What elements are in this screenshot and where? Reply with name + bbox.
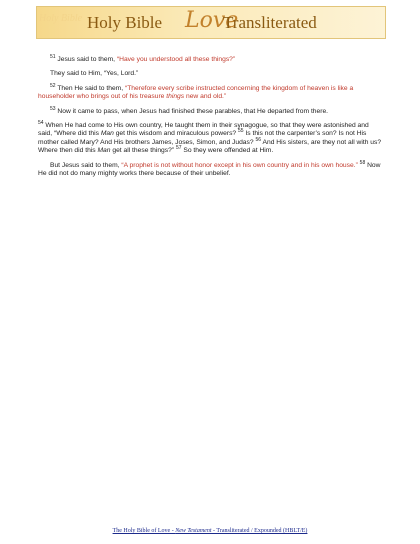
red-letter-quote: “Therefore every scribe instructed concerning the kingdom of heaven is like a householder who brings out of his treasure things new and old.” [38,84,354,101]
banner-title-right: Transliterated [223,13,317,32]
verse-number: 56 [255,136,262,143]
footer-link[interactable]: The Holy Bible of Love - New Testament - Transliterated / Expounded (HBLT/E) [112,528,308,534]
verse-number: 53 [50,105,56,112]
paragraph-57b-58: But Jesus said to them, “A prophet is not without honor except in his own country and in his own house.” $^{58}$ Now He did not do many mighty works there because of their unbelief. [38,159,381,178]
verse-51: $^{51}$ Jesus said to them, “Have you understood all these things?” [50,53,236,63]
red-letter-quote: “Have you understood all these things?” [116,56,236,63]
banner-ghost-text: Holy Bible [39,13,83,24]
verse-number: 54 [38,119,44,126]
verse-number: 58 [359,159,366,166]
verse-number: 51 [50,53,56,60]
banner-title-left: Holy Bible [87,13,163,32]
paragraph-54-57: $^{54}$ When He had come to His own country, He taught them in their synagogue, so that they were astonished and said, “Where did this Man get this wisdom and miraculous powers? $^{55}$ Is this not the carpenter’s son? Is not His mother called Mary? And His brothers James, Joses, Simon, and Judas? $^{56}$ And His sisters, are they not all with us? Where then did this Man get all these things?” $^{57}$ So they were offended at Him. [38,119,382,155]
response-line: They said to Him, “Yes, Lord.” [50,70,139,78]
header-banner [36,6,386,39]
verse-53: $^{53}$ Now it came to pass, when Jesus had finished these parables, that He departed from there. [50,105,329,115]
banner-title-script: Love [185,8,239,33]
verse-number: 55 [238,128,244,135]
red-letter-quote: “A prophet is not without honor except in his own country and in his own house.” [121,161,358,169]
scripture-text [38,53,384,184]
page-footer [0,528,420,534]
verse-number: 52 [50,82,56,89]
verse-52: $^{52}$ Then He said to them, “Therefore every scribe instructed concerning the kingdom of heaven is like a householder who brings out of his treasure things new and old.” [38,82,354,101]
verse-number: 57 [175,145,182,152]
